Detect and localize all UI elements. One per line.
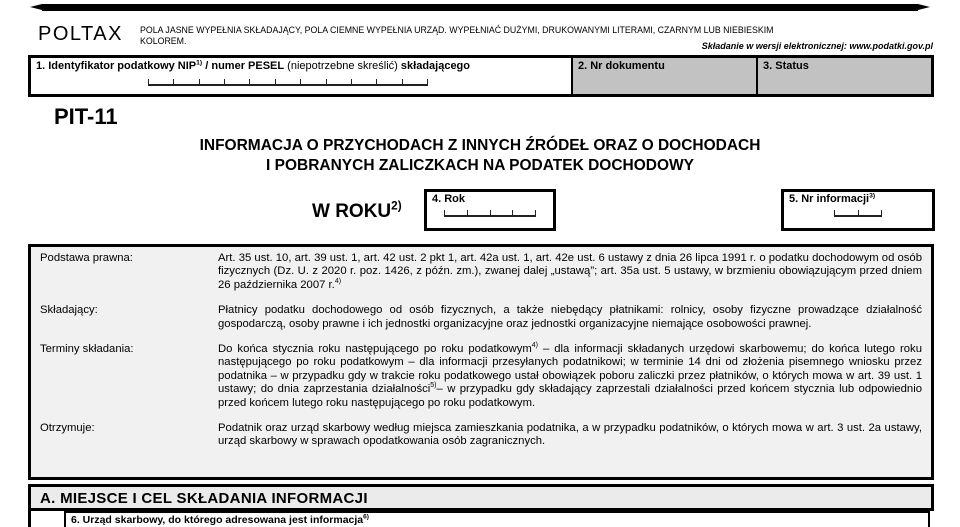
year-caption: W ROKU$^{2)}$ <box>312 199 402 222</box>
info-row-text: Art. 35 ust. 10, art. 39 ust. 1, art. 42 ust. 2 pkt 1, art. 42a ust. 1, art. 42e ust. 6 ustawy z dnia 26 lipca 1991 r. o podatku dochodowym od osób fizycznych (Dz. U. z 2020 r. poz. 1426, z późn. zm.), zwanej dalej „ustawą”; art. 35a ust. 5 ustawy, w brzmieniu obowiązującym przed dniem 26 października 2007 r.$^{4)}$ <box>218 252 922 291</box>
field-urzad-skarbowy-label: 6. Urząd skarbowy, do którego adresowana jest informacja <box>71 514 364 526</box>
id-fields-row <box>28 55 934 97</box>
info-row-text: Podatnik oraz urząd skarbowy według miejsca zamieszkania podatnika, a w przypadku podatników, o których mowa w art. 3 ust. 2a ustawy, urząd skarbowy w sprawach opodatkowania osób zagranicznych. <box>218 422 922 448</box>
comb-cell[interactable] <box>326 79 351 86</box>
field-urzad-skarbowy[interactable] <box>64 511 930 527</box>
year-caption-footnote: 2) <box>391 199 402 213</box>
info-row-label: Składający: <box>40 304 98 317</box>
field-rok-label: 4. Rok <box>432 193 466 205</box>
comb-cell[interactable] <box>275 79 300 86</box>
info-row-otrzymuje <box>40 422 922 449</box>
comb-cell[interactable] <box>834 210 858 217</box>
rok-entry-comb[interactable] <box>444 210 536 217</box>
comb-cell[interactable] <box>199 79 224 86</box>
fill-instructions-line2: KOLOREM. <box>140 35 187 46</box>
info-row-text: Płatnicy podatku dochodowego od osób fizycznych, a także niebędący płatnikami: rolnicy, osoby fizyczne prowadzące działalność gospodarczą, osoby prawne i ich jednostki organizacyjne oraz jednostki organizacyjne niemające osobowości prawnej. <box>218 304 922 330</box>
form-code: PIT-11 <box>54 104 118 129</box>
legal-info-box <box>28 244 934 480</box>
form-title-line1: INFORMACJA O PRZYCHODACH Z INNYCH ŹRÓDEŁ ORAZ O DOCHODACH <box>199 137 761 154</box>
efiling-note: Składanie w wersji elektronicznej: www.podatki.gov.pl <box>701 41 933 51</box>
poltax-logo: POLTAX <box>38 23 123 45</box>
field-status-label: 3. Status <box>763 60 809 72</box>
info-row-podstawa-prawna <box>40 252 922 292</box>
field-rok[interactable] <box>424 189 556 231</box>
info-row-label: Podstawa prawna: <box>40 252 133 264</box>
comb-cell[interactable] <box>224 79 249 86</box>
form-title <box>0 136 960 175</box>
nip-pesel-entry-comb[interactable] <box>148 79 428 86</box>
field-nr-dokumentu-label: 2. Nr dokumentu <box>578 60 665 72</box>
comb-cell[interactable] <box>490 210 513 217</box>
info-row-label: Terminy składania: <box>40 343 134 356</box>
info-row-text: Do końca stycznia roku następującego po roku podatkowym$^{4)}$ – dla informacji składanych urzędowi skarbowemu; do końca lutego roku następującego po roku podatkowym – dla informacji przesyłanych podatnikowi; w terminie 14 dni od złożenia pisemnego wniosku przez podatnika – w przypadku gdy w trakcie roku podatkowego ustał obowiązek poboru zaliczki przez płatników, o których mowa w art. 39 ust. 1 ustawy; do dnia zaprzestania działalności$^{5)}$– w przypadku gdy składający zaprzestali działalności przed końcem stycznia lub odpowiednio przed końcem lutego roku następującego po roku podatkowym. <box>218 342 922 409</box>
field-nr-informacji[interactable] <box>781 189 935 231</box>
comb-cell[interactable] <box>351 79 376 86</box>
section-a-header: A. MIEJSCE I CEL SKŁADANIA INFORMACJI <box>28 484 934 511</box>
info-row-skladajacy <box>40 304 922 331</box>
comb-cell[interactable] <box>173 79 198 86</box>
comb-cell[interactable] <box>148 79 173 86</box>
comb-cell[interactable] <box>512 210 536 217</box>
comb-cell[interactable] <box>858 210 883 217</box>
field-urzad-skarbowy-footnote: 6) <box>363 513 369 521</box>
section-a-frame-left-border <box>28 511 31 527</box>
field-nip-pesel-label: 1. Identyfikator podatkowy NIP$^{1)}$ / numer PESEL (niepotrzebne skreślić) składającego <box>36 59 470 72</box>
info-row-label: Otrzymuje: <box>40 422 95 435</box>
comb-cell[interactable] <box>300 79 325 86</box>
field-nr-dokumentu[interactable] <box>571 58 756 94</box>
field-nip-pesel[interactable] <box>31 58 571 94</box>
field-nr-informacji-footnote: 3) <box>869 192 876 200</box>
comb-cell[interactable] <box>467 210 490 217</box>
info-row-terminy-skladania <box>40 343 922 410</box>
form-title-line2: I POBRANYCH ZALICZKACH NA PODATEK DOCHODOWY <box>266 156 694 174</box>
comb-cell[interactable] <box>249 79 274 86</box>
field-status[interactable] <box>756 58 931 94</box>
comb-cell[interactable] <box>376 79 401 86</box>
registration-mark <box>42 4 918 11</box>
fill-instructions-line1: POLA JASNE WYPEŁNIA SKŁADAJĄCY, POLA CIEMNE WYPEŁNIA URZĄD. WYPEŁNIAĆ DUŻYMI, DRUKOWANYMI LITERAMI, CZARNYM LUB NIEBIESKIM <box>140 25 774 35</box>
field-nr-informacji-label: 5. Nr informacji$^{3)}$ <box>789 192 876 205</box>
nr-informacji-entry-comb[interactable] <box>834 210 882 217</box>
comb-cell[interactable] <box>444 210 467 217</box>
comb-cell[interactable] <box>402 79 428 86</box>
